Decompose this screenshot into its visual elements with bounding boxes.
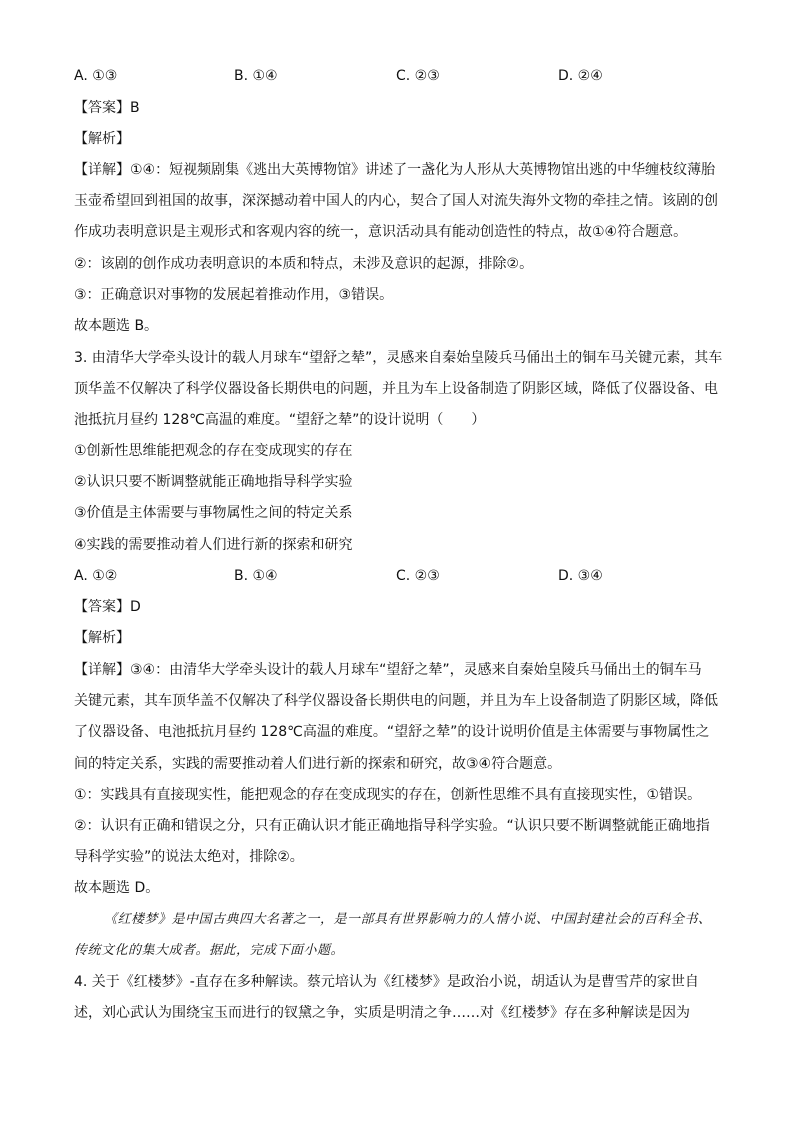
q3-detail-line: ①：实践具有直接现实性，能把观念的存在变成现实的存在，创新性思维不具有直接现实性，①错误。 <box>74 787 702 803</box>
option-b: B. ①④ <box>234 68 278 84</box>
q2-detail-line: 【详解】①④：短视频剧集《逃出大英博物馆》讲述了一盏化为人形从大英博物馆出逃的中华缠枝纹薄胎 <box>74 162 716 178</box>
q2-detail-line: 作成功表明意识是主观形式和客观内容的统一，意识活动具有能动创造性的特点，故①④符合题意。 <box>74 224 688 240</box>
option-a: A. ①③ <box>74 68 118 84</box>
option-d: D. ③④ <box>558 568 603 584</box>
q3-detail-line: 了仪器设备、电池抵抗月昼约 128℃高温的难度。“望舒之辇”的设计说明价值是主体需要与事物属性之 <box>74 724 710 740</box>
q3-stem-line: 池抵抗月昼约 128℃高温的难度。“望舒之辇”的设计说明（ ） <box>74 412 486 428</box>
q2-analysis-label: 【解析】 <box>74 131 130 147</box>
q2-conclusion: 故本题选 B。 <box>74 318 159 334</box>
q3-detail-line: 【详解】③④：由清华大学牵头设计的载人月球车“望舒之辇”，灵感来自秦始皇陵兵马俑出土的铜车马 <box>74 662 702 678</box>
q3-detail-line: ②：认识有正确和错误之分，只有正确认识才能正确地指导科学实验。“认识只要不断调整就能正确地指 <box>74 818 710 834</box>
option-b: B. ①④ <box>234 568 278 584</box>
option-c: C. ②③ <box>396 568 440 584</box>
q3-statement: ③价值是主体需要与事物属性之间的特定关系 <box>74 505 353 521</box>
q3-statement: ①创新性思维能把观念的存在变成现实的存在 <box>74 443 353 459</box>
option-a: A. ①② <box>74 568 118 584</box>
q2-answer: 【答案】B <box>74 100 140 116</box>
q2-detail-line: 玉壶希望回到祖国的故事，深深撼动着中国人的内心，契合了国人对流失海外文物的牵挂之情。该剧的创 <box>74 193 718 209</box>
q3-stem-line: 顶华盖不仅解决了科学仪器设备长期供电的问题，并且为车上设备制造了阴影区域，降低了仪器设备、电 <box>74 381 718 397</box>
q3-analysis-label: 【解析】 <box>74 630 130 646</box>
option-d: D. ②④ <box>558 68 603 84</box>
q2-detail-line: ③：正确意识对事物的发展起着推动作用，③错误。 <box>74 287 394 303</box>
q3-answer: 【答案】D <box>74 599 141 615</box>
q3-detail-line: 间的特定关系，实践的需要推动着人们进行新的探索和研究，故③④符合题意。 <box>74 756 562 772</box>
q2-options <box>74 66 734 86</box>
q3-statement: ②认识只要不断调整就能正确地指导科学实验 <box>74 474 353 490</box>
q3-statement: ④实践的需要推动着人们进行新的探索和研究 <box>74 537 353 553</box>
passage-line: 传统文化的集大成者。据此，完成下面小题。 <box>74 943 345 958</box>
q3-detail-line: 关键元素，其车顶华盖不仅解决了科学仪器设备长期供电的问题，并且为车上设备制造了阴影区域，降低 <box>74 693 718 709</box>
q3-options <box>74 566 734 586</box>
q2-detail-line: ②：该剧的创作成功表明意识的本质和特点，未涉及意识的起源，排除②。 <box>74 256 534 272</box>
q3-detail-line: 导科学实验”的说法太绝对，排除②。 <box>74 849 304 865</box>
q4-stem-line: 述，刘心武认为围绕宝玉而进行的钗黛之争，实质是明清之争……对《红楼梦》存在多种解读是因为 <box>74 1005 690 1021</box>
option-c: C. ②③ <box>396 68 440 84</box>
q4-stem-line: 4. 关于《红楼梦》-直存在多种解读。蔡元培认为《红楼梦》是政治小说，胡适认为是曹雪芹的家世自 <box>74 974 699 990</box>
passage-line: 《红楼梦》是中国古典四大名著之一，是一部具有世界影响力的人情小说、中国封建社会的百科全书、 <box>104 912 712 927</box>
q3-conclusion: 故本题选 D。 <box>74 880 160 896</box>
q3-stem-line: 3. 由清华大学牵头设计的载人月球车“望舒之辇”，灵感来自秦始皇陵兵马俑出土的铜车马关键元素，其车 <box>74 350 723 366</box>
